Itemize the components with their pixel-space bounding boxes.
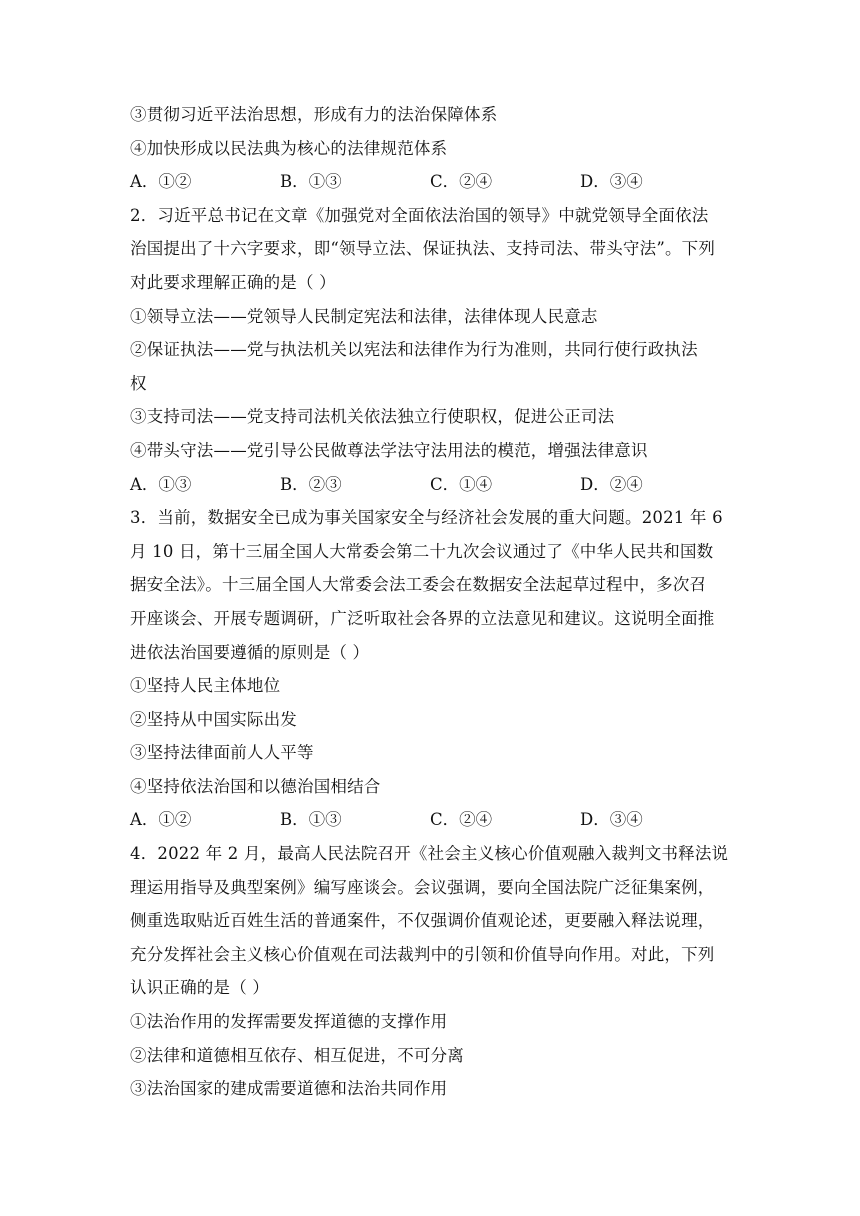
q4-stem-line-2: 理运用指导及典型案例》编写座谈会。会议强调，要向全国法院广泛征集案例， [130,877,715,897]
q2-stem-line-3: 对此要求理解正确的是（ ） [130,272,336,292]
q1-option-c[interactable]: C．②④ [430,172,493,192]
q2-item-2: ②保证执法——党与执法机关以宪法和法律作为行为准则，共同行使行政执法 [130,340,698,360]
q2-option-b[interactable]: B．②③ [280,474,342,494]
q2-item-1: ①领导立法——党领导人民制定宪法和法律，法律体现人民意志 [130,306,598,326]
q2-item-2-cont: 权 [130,373,147,393]
q2-stem-line-1: 2．习近平总书记在文章《加强党对全面依法治国的领导》中就党领导全面依法 [130,205,709,225]
q2-options [130,468,730,502]
q2-option-c[interactable]: C．①④ [430,474,493,494]
q3-stem-line-5: 进依法治国要遵循的原则是（ ） [130,642,370,662]
q2-item-3: ③支持司法——党支持司法机关依法独立行使职权，促进公正司法 [130,407,615,427]
q3-options [130,803,730,837]
q2-option-d[interactable]: D．②④ [580,474,643,494]
q4-stem-line-5: 认识正确的是（ ） [130,978,270,998]
q1-option-d[interactable]: D．③④ [580,172,643,192]
q4-item-3: ③法治国家的建成需要道德和法治共同作用 [130,1079,448,1099]
q4-stem-line-3: 侧重选取贴近百姓生活的普通案件，不仅强调价值观论述，更要融入释法说理， [130,911,715,931]
document-page [130,98,730,1106]
q3-option-b[interactable]: B．①③ [280,810,342,830]
q3-option-d[interactable]: D．③④ [580,810,643,830]
question-4 [130,837,730,1106]
question-2 [130,199,730,501]
q3-stem-line-2: 月 10 日，第十三届全国人大常委会第二十九次会议通过了《中华人民共和国数 [130,541,714,561]
question-3 [130,501,730,837]
q3-option-c[interactable]: C．②④ [430,810,493,830]
q1-item-3: ③贯彻习近平法治思想，形成有力的法治保障体系 [130,105,498,124]
q3-item-4: ④坚持依法治国和以德治国相结合 [130,776,381,796]
q2-stem-line-2: 治国提出了十六字要求，即“领导立法、保证执法、支持司法、带头守法”。下列 [130,239,716,259]
q1-options [130,165,730,199]
q1-item-4: ④加快形成以民法典为核心的法律规范体系 [130,138,448,158]
q4-item-2: ②法律和道德相互依存、相互促进，不可分离 [130,1045,464,1065]
q4-stem-line-4: 充分发挥社会主义核心价值观在司法裁判中的引领和价值导向作用。对此，下列 [130,944,715,964]
q1-option-b[interactable]: B．①③ [280,172,342,192]
q1-option-a[interactable]: A．①② [130,172,192,192]
question-1-tail [130,98,730,199]
q4-item-1: ①法治作用的发挥需要发挥道德的支撑作用 [130,1012,448,1032]
q4-stem-line-1: 4．2022 年 2 月，最高人民法院召开《社会主义核心价值观融入裁判文书释法说 [130,844,729,864]
q3-stem-line-4: 开座谈会、开展专题调研，广泛听取社会各界的立法意见和建议。这说明全面推 [130,608,715,628]
q2-item-4: ④带头守法——党引导公民做尊法学法守法用法的模范，增强法律意识 [130,440,648,460]
q3-option-a[interactable]: A．①② [130,810,192,830]
q3-item-3: ③坚持法律面前人人平等 [130,743,314,763]
q3-item-2: ②坚持从中国实际出发 [130,709,297,729]
q3-stem-line-1: 3．当前，数据安全已成为事关国家安全与经济社会发展的重大问题。2021 年 6 [130,508,723,528]
q3-item-1: ①坚持人民主体地位 [130,676,281,696]
q2-option-a[interactable]: A．①③ [130,474,192,494]
q3-stem-line-3: 据安全法》。十三届全国人大常委会法工委会在数据安全法起草过程中，多次召 [130,575,707,595]
